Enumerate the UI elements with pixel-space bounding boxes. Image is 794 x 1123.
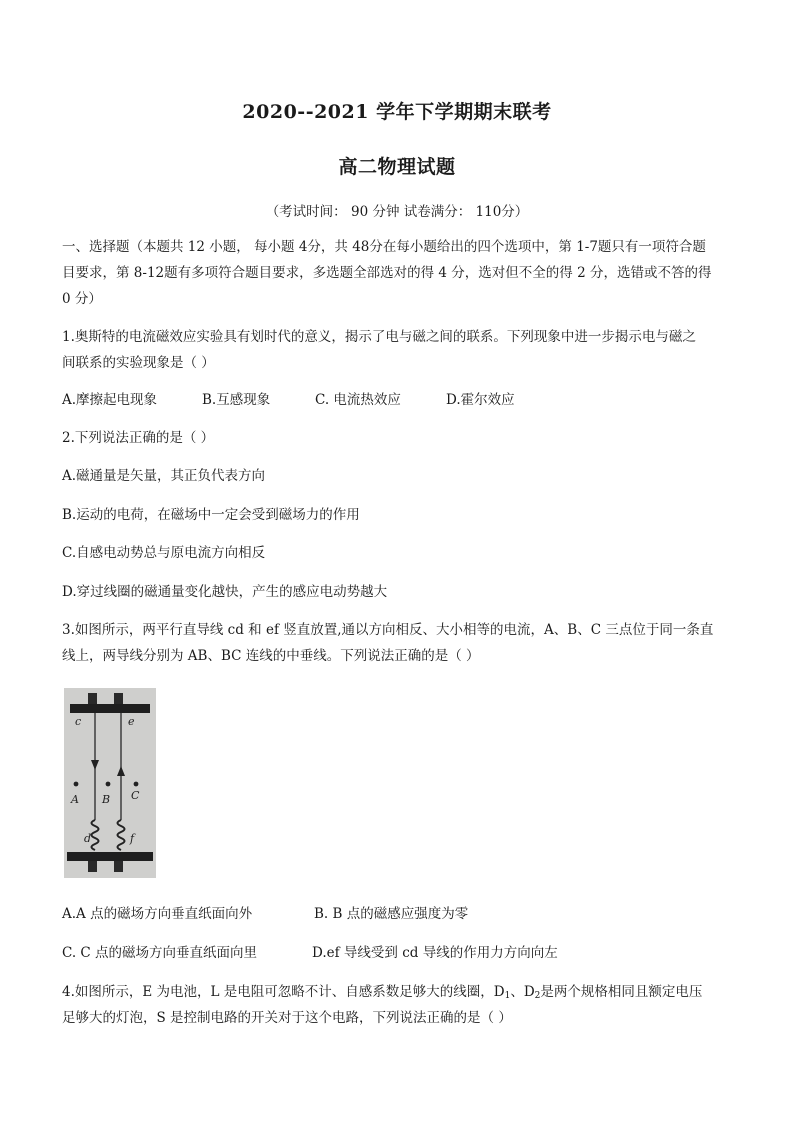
point-a-dot xyxy=(74,782,79,787)
section-intro-line-1: 一、选择题（本题共 12 小题， 每小题 4分，共 48分在每小题给出的四个选项中，第 1-7题只有一项符合题 xyxy=(62,239,706,255)
q2-stem: 2.下列说法正确的是（ ） xyxy=(62,430,215,446)
point-b-dot xyxy=(106,782,111,787)
label-a: A xyxy=(71,793,79,806)
q1-option-d: D.霍尔效应 xyxy=(446,392,515,408)
label-c-point: C xyxy=(131,789,140,802)
q3-stem-line-1: 3.如图所示，两平行直导线 cd 和 ef 竖直放置,通以方向相反、大小相等的电流，A、B、C 三点位于同一条直 xyxy=(62,622,714,638)
label-f: f xyxy=(130,832,135,845)
q1-option-a: A.摩擦起电现象 xyxy=(62,392,158,408)
q1-option-c: C. 电流热效应 xyxy=(315,392,401,408)
q4-subscript-1: 1 xyxy=(504,991,511,1001)
section-intro-line-3: 0 分） xyxy=(62,291,102,307)
label-c: c xyxy=(75,715,82,728)
q4-stem-part-c: 是两个规格相同且额定电压 xyxy=(540,984,703,1000)
q3-option-c: C. C 点的磁场方向垂直纸面向里 xyxy=(62,945,258,961)
exam-info: （考试时间： 90 分钟 试卷满分： 110分） xyxy=(265,204,529,220)
q3-option-b: B. B 点的磁感应强度为零 xyxy=(314,906,469,922)
q4-stem-part-a: 4.如图所示，E 为电池，L 是电阻可忽略不计、自感系数足够大的线圈，D xyxy=(62,984,505,1000)
q4-stem-line-1 xyxy=(62,983,736,1005)
q4-subscript-2: 2 xyxy=(534,991,541,1001)
q1-stem-line-2: 间联系的实验现象是（ ） xyxy=(62,355,215,371)
section-intro-line-2: 目要求，第 8-12题有多项符合题目要求，多选题全部选对的得 4 分，选对但不全的得 2 分，选错或不答的得 xyxy=(62,265,712,281)
q2-option-c: C.自感电动势总与原电流方向相反 xyxy=(62,545,266,561)
top-bar xyxy=(70,704,150,713)
label-d: d xyxy=(84,832,92,845)
terminal-top-right xyxy=(114,693,123,705)
q3-stem-line-2: 线上，两导线分别为 AB、BC 连线的中垂线。下列说法正确的是（ ） xyxy=(62,648,480,664)
terminal-bottom-left xyxy=(88,861,97,872)
q2-option-d: D.穿过线圈的磁通量变化越快，产生的感应电动势越大 xyxy=(62,584,388,600)
bottom-bar xyxy=(67,852,153,861)
q2-option-b: B.运动的电荷，在磁场中一定会受到磁场力的作用 xyxy=(62,507,360,523)
q2-option-a: A.磁通量是矢量，其正负代表方向 xyxy=(62,468,266,484)
q3-option-d: D.ef 导线受到 cd 导线的作用力方向向左 xyxy=(312,945,558,961)
terminal-top-left xyxy=(88,693,97,705)
exam-subtitle: 高二物理试题 xyxy=(338,156,456,178)
q4-stem-line-2: 足够大的灯泡，S 是控制电路的开关对于这个电路，下列说法正确的是（ ） xyxy=(62,1010,512,1026)
terminal-bottom-right xyxy=(114,861,123,872)
q4-stem-part-b: 、D xyxy=(510,984,535,1000)
parallel-wires-figure xyxy=(64,688,156,878)
exam-title: 2020--2021 学年下学期期末联考 xyxy=(242,101,552,123)
q3-option-a: A.A 点的磁场方向垂直纸面向外 xyxy=(62,906,253,922)
label-b: B xyxy=(102,793,111,806)
q1-stem-line-1: 1.奥斯特的电流磁效应实验具有划时代的意义，揭示了电与磁之间的联系。下列现象中进一步揭示电与磁之 xyxy=(62,329,696,345)
q1-option-b: B.互感现象 xyxy=(202,392,271,408)
label-e: e xyxy=(128,715,135,728)
point-c-dot xyxy=(134,782,139,787)
